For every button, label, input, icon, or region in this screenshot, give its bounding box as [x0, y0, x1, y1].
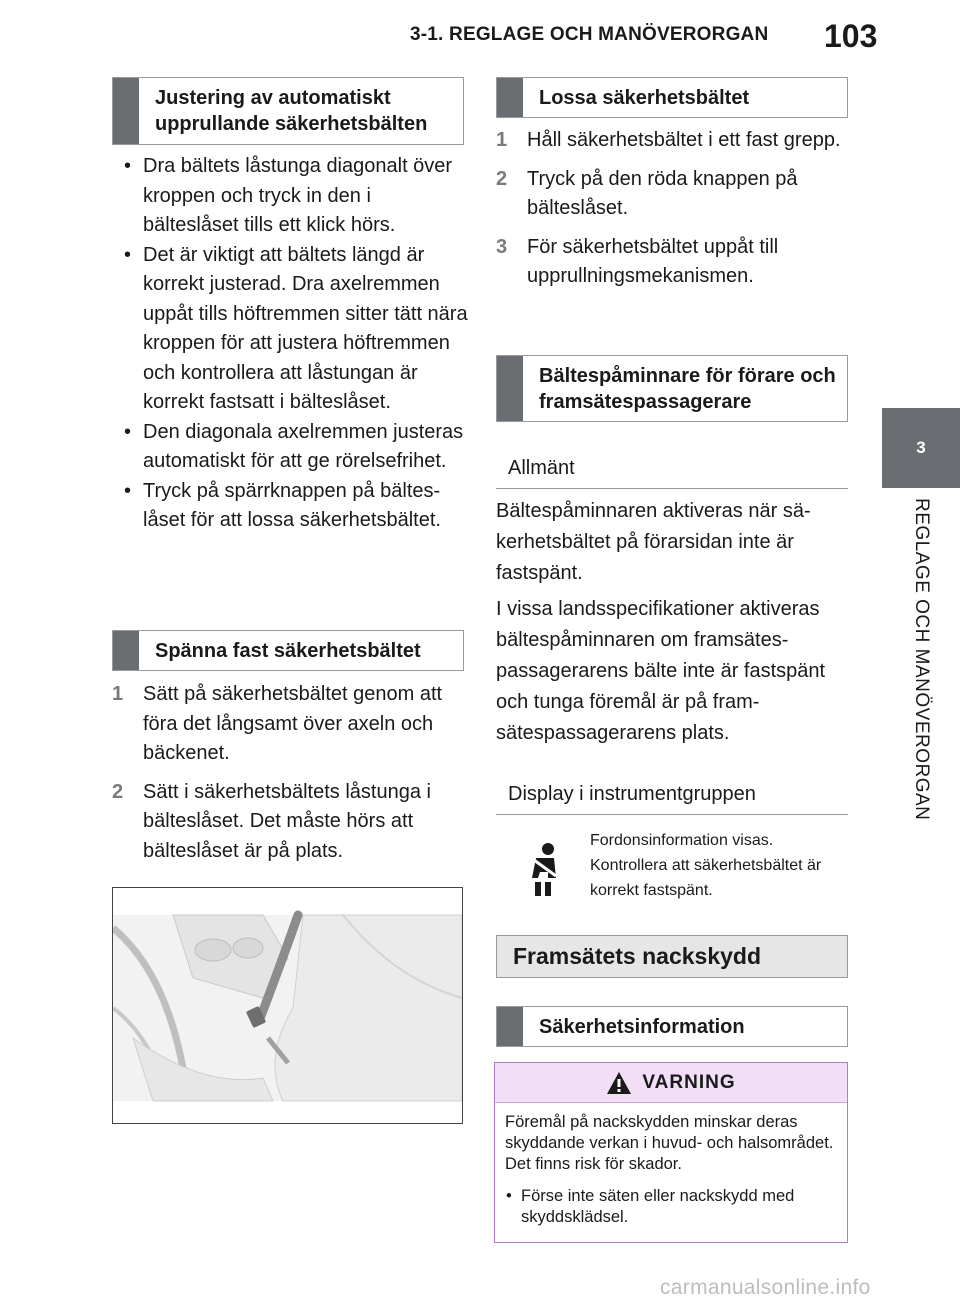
step-item [112, 680, 464, 769]
step-number: 3 [496, 235, 508, 258]
section-heading-release [496, 77, 848, 118]
seatbelt-illustration-drawing [113, 888, 462, 1123]
step-item [496, 233, 848, 292]
section-title: Säkerhetsinformation [539, 1015, 745, 1038]
seatbelt-warning-icon [526, 842, 562, 898]
warning-triangle-icon [606, 1071, 632, 1095]
seatbelt-illustration [112, 887, 463, 1124]
subheading-general: Allmänt [496, 449, 848, 489]
section-title: Justering av automatiskt upprullande säkerhetsbälten [155, 87, 428, 135]
step-text: Tryck på den röda knappen på bälteslåset. [527, 167, 798, 219]
step-number: 2 [112, 780, 124, 803]
warning-header [495, 1063, 847, 1103]
chapter-tab [882, 408, 960, 488]
watermark: carmanualsonline.info [660, 1276, 871, 1299]
list-item: • Tryck på spärrknappen på bälteslåset för att lossa säkerhetsbältet. [112, 477, 472, 536]
chapter-title: 3-1. REGLAGE OCH MANÖVERORGAN [410, 24, 769, 45]
section-marker [113, 78, 139, 144]
section-marker [497, 356, 523, 421]
section-heading-safety [496, 1006, 848, 1047]
step-item [496, 126, 848, 156]
section-heading-reminder [496, 355, 848, 422]
step-text: Sätt på säkerhetsbältet genom att föra det långsamt över axeln och bäckenet. [143, 683, 443, 764]
step-number: 1 [496, 129, 508, 151]
section-title: Spänna fast säkerhetsbältet [155, 639, 421, 662]
list-item: • Det är viktigt att bältets längd är korrekt justerad. Dra axelremmen uppåt tills höftremmen sitter tätt nära kroppen för att justera höftremmen och kontrollera att låstungan är korrekt fastsatt i bälteslåset. [112, 241, 472, 418]
release-step-list [496, 126, 848, 301]
chapter-tab-number: 3 [916, 438, 926, 457]
list-item: • Dra bältets låstunga diagonalt över kroppen och tryck in den i bälteslåset tills ett klick hörs. [112, 152, 472, 241]
section-heading-fasten [112, 630, 464, 671]
list-item: • Förse inte säten eller nackskydd med skyddsklädsel. [505, 1186, 837, 1228]
section-title: Framsätets nackskydd [513, 942, 762, 969]
section-title: Bältespåminnare för förare och framsätespassagerare [539, 364, 836, 413]
chapter-side-label: REGLAGE OCH MANÖVERORGAN [911, 498, 932, 821]
adjust-bullet-list [112, 152, 472, 536]
list-item: • Den diagonala axelremmen justeras automatiskt för att ge rörelsefrihet. [112, 418, 472, 477]
subheading-display: Display i instrumentgruppen [496, 775, 848, 815]
step-item [496, 165, 848, 224]
display-description: Fordonsinformation visas. Kontrollera att säkerhetsbältet är korrekt fastspänt. [590, 832, 822, 899]
warning-text: Föremål på nackskydden minskar deras skyddande verkan i huvud- och halsområdet. Det finns risk för skador. [505, 1113, 834, 1173]
warning-bullet-list [505, 1186, 837, 1228]
page-number: 103 [824, 18, 878, 54]
step-text: Håll säkerhetsbältet i ett fast grepp. [527, 129, 841, 151]
section-marker [497, 1007, 523, 1046]
reminder-paragraph: Bältespåminnaren aktiveras när säkerhetsbältet på förarsidan inte är fastspänt. [496, 500, 811, 584]
step-item [112, 778, 464, 867]
fasten-step-list [112, 680, 464, 875]
warning-box [494, 1062, 848, 1243]
step-text: För säkerhetsbältet uppåt till upprullningsmekanismen. [527, 235, 779, 287]
section-heading-adjust [112, 77, 464, 145]
section-marker [113, 631, 139, 670]
reminder-paragraph: I vissa landsspecifikationer aktiveras bältespåminnaren om framsätespassagerarens bälte inte är fastspänt och tunga föremål är på framsätespassagerarens plats. [496, 598, 826, 744]
section-title: Lossa säkerhetsbältet [539, 86, 750, 109]
warning-title: VARNING [642, 1071, 736, 1093]
warning-body [495, 1103, 847, 1228]
step-number: 1 [112, 683, 124, 705]
section-heading-headrest [496, 935, 848, 978]
step-text: Sätt i säkerhetsbältets låstunga i bälteslåset. Det måste hörs att bälteslåset är på plats. [143, 780, 431, 862]
step-number: 2 [496, 167, 508, 190]
section-marker [497, 78, 523, 117]
